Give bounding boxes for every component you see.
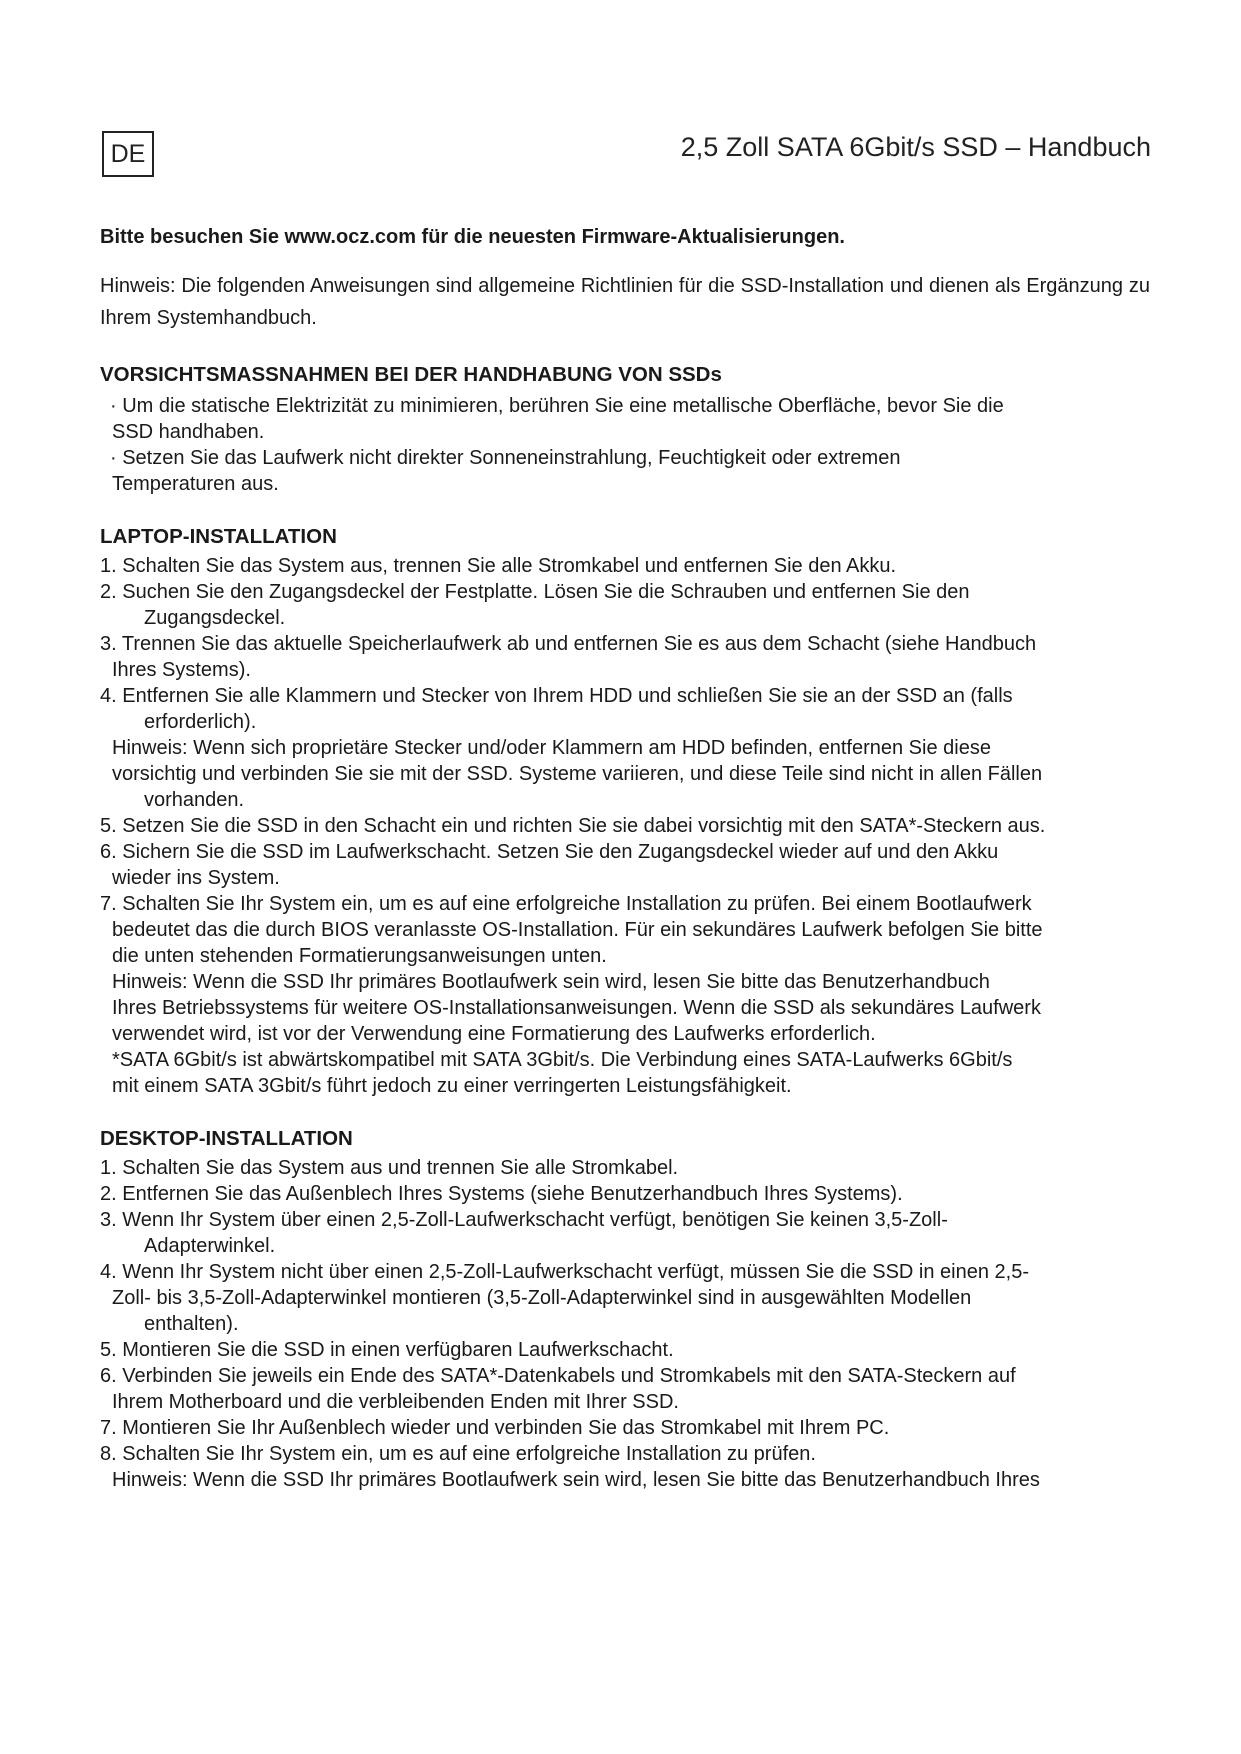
desktop-steps [100,1155,1150,1493]
list-item-cont: Ihrem Motherboard und die verbleibenden Enden mit Ihrer SSD. [112,1391,679,1413]
list-item: 3. Trennen Sie das aktuelle Speicherlaufwerk ab und entfernen Sie es aus dem Schacht (siehe Handbuch [100,633,1037,655]
list-item-cont: die unten stehenden Formatierungsanweisungen unten. [112,945,607,967]
footnote-text: *SATA 6Gbit/s ist abwärtskompatibel mit SATA 3Gbit/s. Die Verbindung eines SATA-Laufwerks 6Gbit/s [112,1049,1013,1071]
list-item: 3. Wenn Ihr System über einen 2,5-Zoll-Laufwerkschacht verfügt, benötigen Sie keinen 3,5-Zoll- [100,1209,948,1231]
list-item-cont: Zoll- bis 3,5-Zoll-Adapterwinkel montieren (3,5-Zoll-Adapterwinkel sind in ausgewählten Modellen [112,1287,972,1309]
list-item: 2. Suchen Sie den Zugangsdeckel der Festplatte. Lösen Sie die Schrauben und entfernen Sie den [100,581,970,603]
list-item-cont: bedeutet das die durch BIOS veranlasste OS-Installation. Für ein sekundäres Laufwerk befolgen Sie bitte [112,919,1043,941]
list-item: · Setzen Sie das Laufwerk nicht direkter Sonneneinstrahlung, Feuchtigkeit oder extremen [110,447,901,469]
precautions-list [100,393,1150,497]
list-item: 7. Schalten Sie Ihr System ein, um es auf eine erfolgreiche Installation zu prüfen. Bei einem Bootlaufwerk [100,893,1032,915]
note-text: Hinweis: Wenn die SSD Ihr primäres Bootlaufwerk sein wird, lesen Sie bitte das Benutzerhandbuch [112,971,990,993]
list-item-cont: SSD handhaben. [112,421,265,443]
document-title: 2,5 Zoll SATA 6Gbit/s SSD – Handbuch [680,132,1151,162]
note-text: Ihres Betriebssystems für weitere OS-Installationsanweisungen. Wenn die SSD als sekundäres Laufwerk [112,997,1041,1019]
list-item: 8. Schalten Sie Ihr System ein, um es auf eine erfolgreiche Installation zu prüfen. [100,1443,816,1465]
language-badge: DE [102,131,154,177]
document-body [100,224,1150,1493]
firmware-notice: Bitte besuchen Sie www.ocz.com für die neuesten Firmware-Aktualisierungen. [100,226,845,248]
list-item: 7. Montieren Sie Ihr Außenblech wieder und verbinden Sie das Stromkabel mit Ihrem PC. [100,1417,890,1439]
list-item: 2. Entfernen Sie das Außenblech Ihres Systems (siehe Benutzerhandbuch Ihres Systems). [100,1183,903,1205]
precautions-heading: VORSICHTSMASSNAHMEN BEI DER HANDHABUNG VON SSDs [100,363,722,386]
note-text: vorsichtig und verbinden Sie sie mit der SSD. Systeme variieren, und diese Teile sind nicht in allen Fällen [112,763,1043,785]
footnote-text: mit einem SATA 3Gbit/s führt jedoch zu einer verringerten Leistungsfähigkeit. [112,1075,792,1097]
list-item-cont: wieder ins System. [112,867,280,889]
note-text: Hinweis: Wenn sich proprietäre Stecker und/oder Klammern am HDD befinden, entfernen Sie diese [112,737,991,759]
list-item-cont: Temperaturen aus. [112,473,279,495]
list-item: 4. Wenn Ihr System nicht über einen 2,5-Zoll-Laufwerkschacht verfügt, müssen Sie die SSD in einen 2,5- [100,1261,1029,1283]
list-item-cont: Adapterwinkel. [144,1235,276,1257]
list-item: 1. Schalten Sie das System aus, trennen Sie alle Stromkabel und entfernen Sie den Akku. [100,555,897,577]
list-item: 6. Verbinden Sie jeweils ein Ende des SATA*-Datenkabels und Stromkabels mit den SATA-Steckern auf [100,1365,1016,1387]
list-item-cont: erforderlich). [144,711,257,733]
note-text: verwendet wird, ist vor der Verwendung eine Formatierung des Laufwerks erforderlich. [112,1023,876,1045]
list-item: 6. Sichern Sie die SSD im Laufwerkschacht. Setzen Sie den Zugangsdeckel wieder auf und den Akku [100,841,999,863]
desktop-heading: DESKTOP-INSTALLATION [100,1127,353,1150]
list-item: · Um die statische Elektrizität zu minimieren, berühren Sie eine metallische Oberfläche, bevor Sie die [110,395,1004,417]
list-item: 1. Schalten Sie das System aus und trennen Sie alle Stromkabel. [100,1157,679,1179]
list-item-cont: enthalten). [144,1313,239,1335]
laptop-steps [100,553,1150,1099]
intro-note: Hinweis: Die folgenden Anweisungen sind allgemeine Richtlinien für die SSD-Installation und dienen als Ergänzung zu Ihrem Systemhandbuch. [100,275,1150,329]
laptop-heading: LAPTOP-INSTALLATION [100,525,337,548]
list-item: 4. Entfernen Sie alle Klammern und Stecker von Ihrem HDD und schließen Sie sie an der SSD an (falls [100,685,1013,707]
list-item-cont: Ihres Systems). [112,659,251,681]
list-item: 5. Setzen Sie die SSD in den Schacht ein und richten Sie sie dabei vorsichtig mit den SATA*-Steckern aus. [100,815,1046,837]
note-text: vorhanden. [144,789,245,811]
note-text: Hinweis: Wenn die SSD Ihr primäres Bootlaufwerk sein wird, lesen Sie bitte das Benutzerhandbuch Ihres [112,1469,1040,1491]
list-item-cont: Zugangsdeckel. [144,607,286,629]
list-item: 5. Montieren Sie die SSD in einen verfügbaren Laufwerkschacht. [100,1339,674,1361]
